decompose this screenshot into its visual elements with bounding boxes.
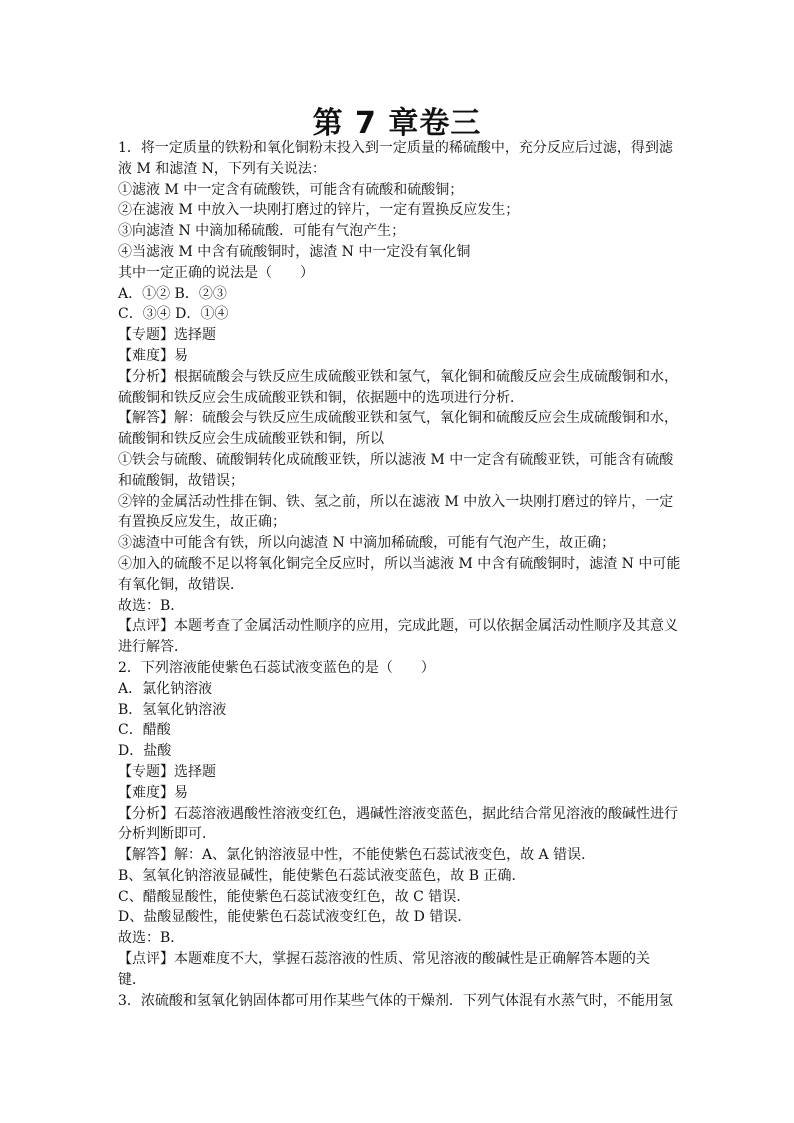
text-line: 硫酸铜和铁反应会生成硫酸亚铁和铜，所以: [118, 431, 384, 448]
text-line: ④加入的硫酸不足以将氧化铜完全反应时，所以当滤液 M 中含有硫酸铜时，滤渣 N 中可能: [118, 555, 681, 572]
text-line: 液 M 和滤渣 N，下列有关说法：: [118, 160, 326, 177]
text-line: ③滤渣中可能含有铁，所以向滤渣 N 中滴加稀硫酸，可能有气泡产生，故正确；: [118, 535, 616, 552]
text-line: 键．: [118, 971, 146, 988]
text-line: ③向滤渣 N 中滴加稀硫酸．可能有气泡产生；: [118, 223, 406, 240]
text-line: ②在滤液 M 中放入一块刚打磨过的锌片，一定有置换反应发生；: [118, 202, 520, 219]
text-line: 【解答】解：硫酸会与铁反应生成硫酸亚铁和氢气，氧化铜和硫酸反应会生成硫酸铜和水，: [118, 410, 678, 427]
text-line: D、盐酸显酸性，能使紫色石蕊试液变红色，故 D 错误．: [118, 909, 472, 926]
text-line: 硫酸铜和铁反应会生成硫酸亚铁和铜，依据题中的选项进行分析．: [118, 389, 524, 406]
text-line: 【难度】易: [118, 784, 188, 801]
text-line: C、醋酸显酸性，能使紫色石蕊试液变红色，故 C 错误．: [118, 888, 471, 905]
text-line: 【难度】易: [118, 347, 188, 364]
text-line: ②锌的金属活动性排在铜、铁、氢之前，所以在滤液 M 中放入一块刚打磨过的锌片，一定: [118, 493, 674, 510]
text-line: 【点评】本题考查了金属活动性顺序的应用，完成此题，可以依据金属活动性顺序及其意义: [118, 618, 678, 635]
text-line: ①滤液 M 中一定含有硫酸铁，可能含有硫酸和硫酸铜；: [118, 181, 464, 198]
text-line: 【解答】解：A、氯化钠溶液显中性，不能使紫色石蕊试液变色，故 A 错误．: [118, 847, 596, 864]
text-line: ①铁会与硫酸、硫酸铜转化成硫酸亚铁，所以滤液 M 中一定含有硫酸亚铁，可能含有硫酸: [118, 451, 674, 468]
text-line: A．氯化钠溶液: [118, 680, 213, 697]
text-line: 进行解答．: [118, 639, 188, 656]
text-line: B、氢氧化钠溶液显碱性，能使紫色石蕊试液变蓝色，故 B 正确．: [118, 867, 526, 884]
text-line: 【专题】选择题: [118, 763, 216, 780]
text-line: 【分析】根据硫酸会与铁反应生成硫酸亚铁和氢气，氧化铜和硫酸反应会生成硫酸铜和水，: [118, 368, 678, 385]
text-line: C．③④ D．①④: [118, 306, 229, 323]
text-line: 故选：B．: [118, 597, 185, 614]
text-line: 分析判断即可．: [118, 826, 216, 843]
text-line: 故选：B．: [118, 930, 185, 947]
text-line: 【分析】石蕊溶液遇酸性溶液变红色，遇碱性溶液变蓝色，据此结合常见溶液的酸碱性进行: [118, 805, 678, 822]
text-line: 1．将一定质量的铁粉和氧化铜粉末投入到一定质量的稀硫酸中，充分反应后过滤，得到滤: [118, 140, 673, 156]
text-line: A．①② B．②③: [118, 285, 227, 302]
text-line: B．氢氧化钠溶液: [118, 701, 227, 718]
text-line: ④当滤液 M 中含有硫酸铜时，滤渣 N 中一定没有氧化铜: [118, 243, 471, 260]
text-line: 其中一定正确的说法是（ ）: [118, 264, 314, 281]
text-line: 3．浓硫酸和氢氧化钠固体都可用作某些气体的干燥剂．下列气体混有水蒸气时，不能用氢: [118, 992, 673, 1009]
text-line: 【点评】本题难度不大，掌握石蕊溶液的性质、常见溶液的酸碱性是正确解答本题的关: [118, 951, 650, 968]
text-line: 2．下列溶液能使紫色石蕊试液变蓝色的是（ ）: [118, 659, 435, 676]
text-line: D．盐酸: [118, 743, 172, 760]
text-line: C．醋酸: [118, 722, 171, 739]
text-line: 【专题】选择题: [118, 327, 216, 344]
text-line: 有氧化铜，故错误．: [118, 576, 244, 593]
text-line: 和硫酸铜，故错误；: [118, 472, 244, 489]
page-title: 第 7 章卷三: [312, 106, 482, 141]
text-line: 有置换反应发生，故正确；: [118, 514, 286, 531]
document-body: [118, 138, 684, 1011]
